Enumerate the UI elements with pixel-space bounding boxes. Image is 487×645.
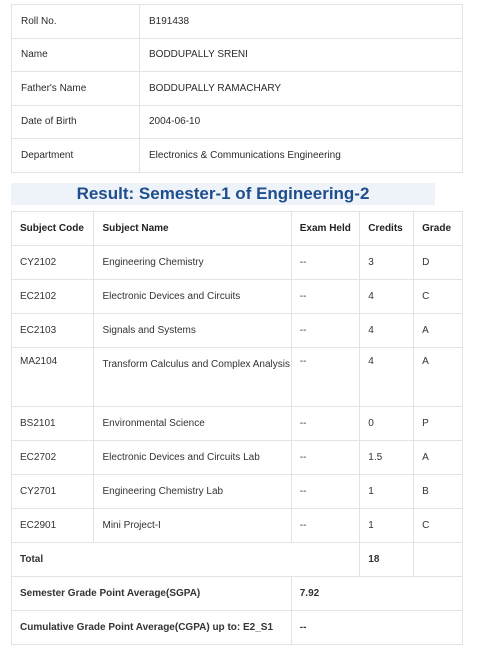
subject-code: EC2103 — [12, 314, 94, 348]
student-info-table — [11, 4, 463, 173]
total-row — [12, 543, 463, 577]
credits: 4 — [360, 280, 414, 314]
info-label: Father's Name — [12, 72, 140, 106]
exam-held: -- — [291, 348, 360, 407]
grade: B — [414, 475, 463, 509]
table-row — [12, 407, 463, 441]
result-header-row — [12, 212, 463, 246]
exam-held: -- — [291, 441, 360, 475]
grade: A — [414, 348, 463, 407]
subject-code: EC2702 — [12, 441, 94, 475]
result-title: Result: Semester-1 of Engineering-2 — [11, 183, 435, 205]
sgpa-row — [12, 577, 463, 611]
exam-held: -- — [291, 280, 360, 314]
info-value: BODDUPALLY RAMACHARY — [140, 72, 463, 106]
info-row-name — [12, 38, 463, 72]
subject-code: BS2101 — [12, 407, 94, 441]
exam-held: -- — [291, 509, 360, 543]
credits: 0 — [360, 407, 414, 441]
credits: 1.5 — [360, 441, 414, 475]
subject-name: Signals and Systems — [94, 314, 291, 348]
header-exam-held: Exam Held — [291, 212, 360, 246]
subject-code: CY2102 — [12, 246, 94, 280]
exam-held: -- — [291, 314, 360, 348]
subject-name: Transform Calculus and Complex Analysis — [94, 348, 291, 407]
subject-name: Engineering Chemistry Lab — [94, 475, 291, 509]
exam-held: -- — [291, 246, 360, 280]
subject-code: MA2104 — [12, 348, 94, 407]
credits: 3 — [360, 246, 414, 280]
subject-code: CY2701 — [12, 475, 94, 509]
info-row-department — [12, 139, 463, 173]
table-row — [12, 441, 463, 475]
grade: A — [414, 314, 463, 348]
subject-name: Environmental Science — [94, 407, 291, 441]
info-label: Roll No. — [12, 5, 140, 39]
subject-code: EC2901 — [12, 509, 94, 543]
info-label: Date of Birth — [12, 105, 140, 139]
cgpa-value: -- — [291, 611, 462, 645]
total-grade-cell — [414, 543, 463, 577]
subject-name: Electronic Devices and Circuits Lab — [94, 441, 291, 475]
grade: C — [414, 509, 463, 543]
credits: 4 — [360, 314, 414, 348]
subject-name: Electronic Devices and Circuits — [94, 280, 291, 314]
header-subject-name: Subject Name — [94, 212, 291, 246]
info-value: Electronics & Communications Engineering — [140, 139, 463, 173]
credits: 1 — [360, 509, 414, 543]
credits: 4 — [360, 348, 414, 407]
grade: C — [414, 280, 463, 314]
sgpa-label: Semester Grade Point Average(SGPA) — [12, 577, 292, 611]
header-grade: Grade — [414, 212, 463, 246]
info-row-roll-no — [12, 5, 463, 39]
total-credits: 18 — [360, 543, 414, 577]
info-label: Name — [12, 38, 140, 72]
exam-held: -- — [291, 407, 360, 441]
table-row — [12, 509, 463, 543]
table-row — [12, 246, 463, 280]
exam-held: -- — [291, 475, 360, 509]
sgpa-value: 7.92 — [291, 577, 462, 611]
grade: A — [414, 441, 463, 475]
cgpa-label: Cumulative Grade Point Average(CGPA) up to: E2_S1 — [12, 611, 292, 645]
table-row — [12, 280, 463, 314]
info-row-fathers-name — [12, 72, 463, 106]
grade: P — [414, 407, 463, 441]
header-credits: Credits — [360, 212, 414, 246]
subject-code: EC2102 — [12, 280, 94, 314]
table-row — [12, 475, 463, 509]
table-row — [12, 314, 463, 348]
table-row — [12, 348, 463, 407]
info-value: BODDUPALLY SRENI — [140, 38, 463, 72]
info-value: B191438 — [140, 5, 463, 39]
grade: D — [414, 246, 463, 280]
subject-name: Engineering Chemistry — [94, 246, 291, 280]
header-subject-code: Subject Code — [12, 212, 94, 246]
info-value: 2004-06-10 — [140, 105, 463, 139]
info-label: Department — [12, 139, 140, 173]
result-table — [11, 211, 463, 645]
credits: 1 — [360, 475, 414, 509]
info-row-date-of-birth — [12, 105, 463, 139]
subject-name: Mini Project-I — [94, 509, 291, 543]
cgpa-row — [12, 611, 463, 645]
total-label: Total — [12, 543, 360, 577]
